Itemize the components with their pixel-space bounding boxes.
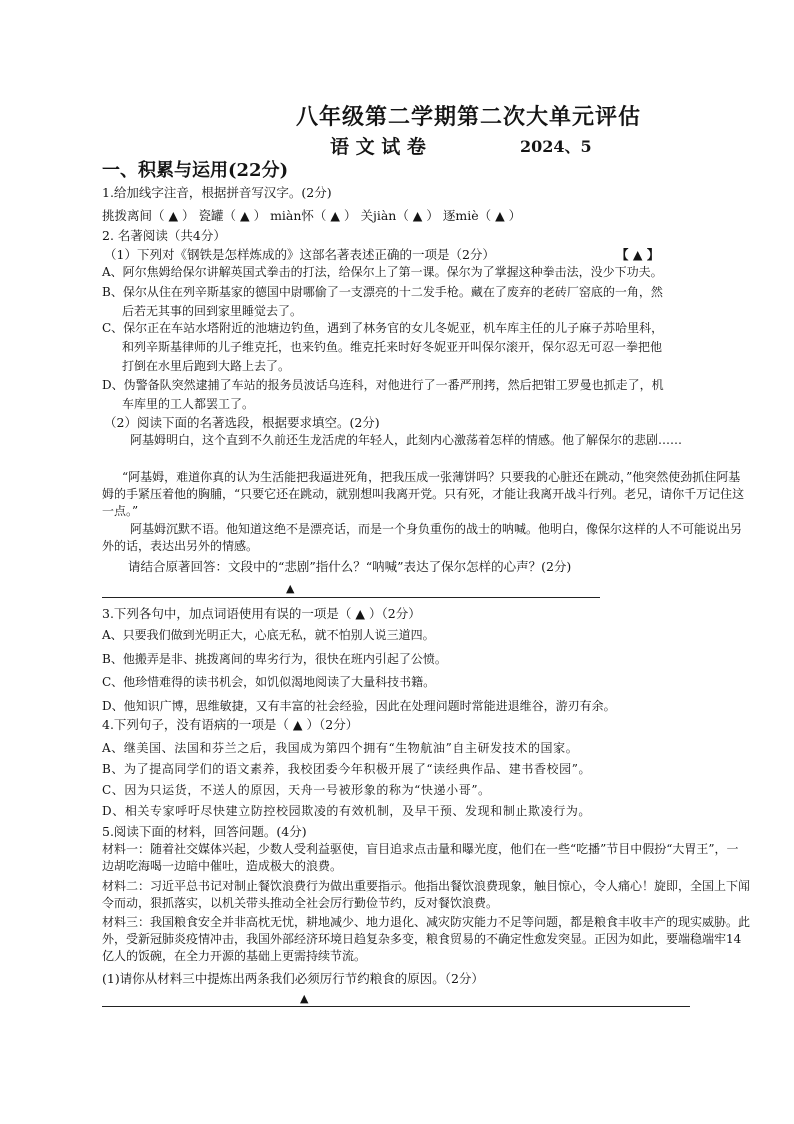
q4-option-d: D、相关专家呼吁尽快建立防控校园欺凌的有效机制，及早干预、发现和制止欺凌行为。	[102, 804, 592, 818]
q4-option-a: A、继美国、法国和芬兰之后，我国成为第四个拥有“生物航油”自主研发技术的国家。	[102, 741, 579, 755]
material-2: 材料二：习近平总书记对制止餐饮浪费行为做出重要指示。他指出餐饮浪费现象，触目惊心，令人痛心！旋即，全国上下闻令而动，狠抓落实，以机关带头推动全社会厉行勤俭节约，反对餐饮浪费。	[102, 879, 751, 910]
q4-option-b: B、为了提高同学们的语文素养，我校团委今年积极开展了“读经典作品、建书香校园”。	[102, 762, 592, 776]
q2-answer-mark: ▲	[286, 582, 295, 595]
passage-paragraph-1: 阿基姆明白，这个直到不久前还生龙活虎的年轻人，此刻内心激荡着怎样的情感。他了解保尔的悲剧……	[130, 433, 683, 447]
q2-prompt: 请结合原著回答：文段中的“悲剧”指什么？“呐喊”表达了保尔怎样的心声？(2分)	[128, 559, 572, 574]
q2-sub1: （1）下列对《钢铁是怎样炼成的》这部名著表述正确的一项是（2分）	[104, 247, 495, 262]
q3-option-d: D、他知识广博，思维敏捷，又有丰富的社会经验，因此在处理问题时常能进退维谷，游刃有余。	[102, 699, 616, 713]
material-1: 材料一：随着社交媒体兴起，少数人受利益驱使，盲目追求点击量和曝光度，他们在一些“吃播”节目中假扮“大胃王”，一边胡吃海喝一边暗中催吐，造成极大的浪费。	[102, 842, 739, 873]
exam-subtitle: 语 文 试 卷	[330, 136, 426, 158]
q5-answer-mark: ▲	[300, 992, 309, 1005]
material-3: 材料三：我国粮食安全并非高枕无忧，耕地减少、地力退化、减灾防灾能力不足等问题，都是粮食丰收丰产的现实威胁。此外，受新冠肺炎疫情冲击，我国外部经济环境日趋复杂多变，粮食贸易的不确定性愈发突显。正因为如此，要端稳端牢14亿人的饭碗，在全力开源的基础上更需持续节流。	[102, 915, 751, 963]
exam-title: 八年级第二学期第二次大单元评估	[296, 104, 642, 130]
q2-answer-line	[102, 597, 600, 598]
section-1-heading: 一、积累与运用(22分)	[102, 160, 289, 181]
q5-sub1: (1)请你从材料三中提炼出两条我们必须厉行节约粮食的原因。（2分）	[102, 971, 484, 986]
q3-option-a: A、只要我们做到光明正大，心底无私，就不怕别人说三道四。	[102, 628, 435, 642]
q2-option-d-line2: 车库里的工人都罢工了。	[122, 397, 255, 411]
q2-option-b-line2: 后若无其事的回到家里睡觉去了。	[122, 304, 303, 318]
q2-option-b-line1: B、保尔从住在列辛斯基家的德国中尉哪偷了一支漂亮的十二发手枪。藏在了废弃的老砖厂窑底的一角，然	[102, 285, 663, 299]
q2-option-c-line2: 和列辛斯基律师的儿子维克托，也来钓鱼。维克托来时好冬妮亚开叫保尔滚开，保尔忍无可忍一拳把他	[122, 340, 663, 354]
exam-date: 2024、5	[520, 137, 592, 156]
passage-paragraph-2: “阿基姆，难道你真的认为生活能把我逼进死角，把我压成一张薄饼吗？只要我的心脏还在跳动，”他突然使劲抓住阿基姆的手紧压着他的胸脯，“只要它还在跳动，就别想叫我离开党。只有死，才能让我离开战斗行列。老兄，请你千万记住这一点。”	[102, 470, 745, 518]
q3-stem: 3.下列各句中，加点词语使用有误的一项是（ ▲ ）（2分）	[102, 606, 421, 621]
q1-items: 挑拨离间（ ▲ ） 瓷罐（ ▲ ） miàn怀（ ▲ ） 关jiàn（ ▲ ） 逐miè（ ▲ ）	[102, 208, 522, 223]
passage-paragraph-3: 阿基姆沉默不语。他知道这绝不是漂亮话，而是一个身负重伤的战士的呐喊。他明白，像保尔这样的人不可能说出另外的话，表达出另外的情感。	[102, 522, 743, 553]
q3-option-c: C、他珍惜难得的读书机会，如饥似渴地阅读了大量科技书籍。	[102, 675, 436, 689]
q4-stem: 4.下列句子，没有语病的一项是（ ▲ ）（2分）	[102, 717, 359, 732]
q3-option-b: B、他搬弄是非、挑拨离间的卑劣行为，很快在班内引起了公愤。	[102, 652, 447, 666]
q2-stem: 2. 名著阅读（共4分）	[102, 228, 226, 243]
q4-option-c: C、因为只运货，不送人的原因，天舟一号被形象的称为“快递小哥”。	[102, 783, 491, 797]
q1-stem: 1.给加线字注音，根据拼音写汉字。(2分)	[102, 185, 332, 200]
q2-option-d-line1: D、伪警备队突然逮捕了车站的报务员波话乌连科，对他进行了一番严刑拷，然后把钳工罗曼也抓走了，机	[102, 378, 664, 392]
q2-option-a: A、阿尔焦姆给保尔讲解英国式拳击的打法，给保尔上了第一课。保尔为了掌握这种拳击法，没少下功夫。	[102, 265, 663, 279]
q2-option-c-line3: 打倒在水里后跑到大路上去了。	[122, 359, 291, 373]
q5-answer-line	[102, 1006, 690, 1007]
q2-sub2: （2）阅读下面的名著选段，根据要求填空。(2分)	[104, 415, 380, 430]
q2-answer-box: 【 ▲ 】	[616, 247, 660, 262]
q5-stem: 5.阅读下面的材料，回答问题。(4分)	[102, 824, 307, 839]
q2-option-c-line1: C、保尔正在车站水塔附近的池塘边钓鱼，遇到了林务官的女儿冬妮亚，机车库主任的儿子麻子苏哈里科，	[102, 321, 664, 335]
